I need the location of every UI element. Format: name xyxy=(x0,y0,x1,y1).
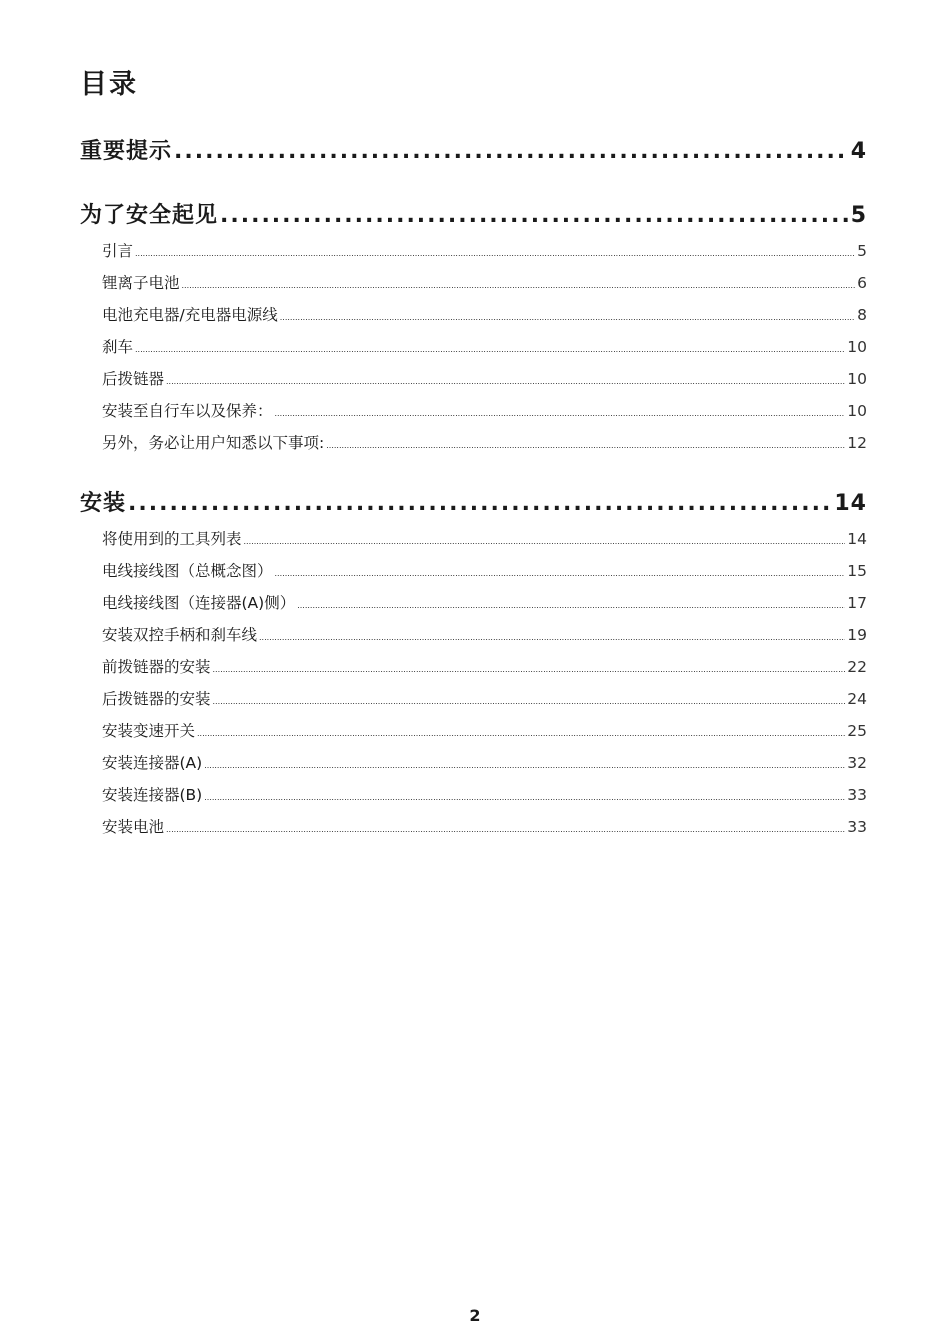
leader-dots xyxy=(135,345,845,354)
toc-item-page: 24 xyxy=(847,690,867,708)
toc-item-label: 电线接线图（连接器(A)侧） xyxy=(102,594,296,612)
toc-item-page: 15 xyxy=(847,562,867,580)
toc-item[interactable] xyxy=(102,719,867,741)
toc-item[interactable] xyxy=(102,335,867,357)
leader-dots xyxy=(297,601,845,610)
leader-dots xyxy=(174,139,849,164)
toc-item[interactable] xyxy=(102,303,867,325)
leader-dots xyxy=(280,313,855,322)
toc-item[interactable] xyxy=(102,271,867,293)
toc-item-label: 安装双控手柄和刹车线 xyxy=(102,626,258,644)
toc-item[interactable] xyxy=(102,687,867,709)
leader-dots xyxy=(326,441,845,450)
toc-section-safety[interactable] xyxy=(80,198,867,229)
toc-item-label: 后拨链器 xyxy=(102,370,165,388)
leader-dots xyxy=(166,377,845,386)
toc-section-label: 为了安全起见 xyxy=(80,203,219,228)
toc-item-page: 22 xyxy=(847,658,867,676)
toc-item[interactable] xyxy=(102,239,867,261)
toc-item-label: 安装至自行车以及保养： xyxy=(102,402,273,420)
toc-item-page: 33 xyxy=(847,818,867,836)
leader-dots xyxy=(135,249,855,258)
toc-item[interactable] xyxy=(102,559,867,581)
toc-item-page: 25 xyxy=(847,722,867,740)
toc-item-page: 14 xyxy=(847,530,867,548)
toc-item-label: 前拨链器的安装 xyxy=(102,658,211,676)
page-title: 目录 xyxy=(80,69,138,100)
toc-item-label: 安装变速开关 xyxy=(102,722,196,740)
page-number: 2 xyxy=(469,1306,481,1325)
toc-item[interactable] xyxy=(102,783,867,805)
toc-item[interactable] xyxy=(102,591,867,613)
toc-item-label: 后拨链器的安装 xyxy=(102,690,211,708)
toc-section-page: 5 xyxy=(850,203,867,228)
toc-item-page: 10 xyxy=(847,402,867,420)
leader-dots xyxy=(213,665,846,674)
toc-item[interactable] xyxy=(102,623,867,645)
leader-dots xyxy=(220,203,849,228)
toc-section-page: 14 xyxy=(834,491,867,516)
leader-dots xyxy=(275,409,846,418)
toc-item-page: 33 xyxy=(847,786,867,804)
leader-dots xyxy=(275,569,846,578)
toc-item-label: 将使用到的工具列表 xyxy=(102,530,242,548)
toc-item-label: 安装连接器(B) xyxy=(102,786,203,804)
leader-dots xyxy=(244,537,846,546)
toc-item-page: 6 xyxy=(857,274,867,292)
toc-item-label: 电线接线图（总概念图） xyxy=(102,562,273,580)
toc-item[interactable] xyxy=(102,431,867,453)
toc-section-label: 安装 xyxy=(80,491,127,516)
leader-dots xyxy=(204,793,845,802)
leader-dots xyxy=(204,761,845,770)
toc-item-label: 电池充电器/充电器电源线 xyxy=(102,306,278,324)
toc-item[interactable] xyxy=(102,367,867,389)
toc-section-important-notice[interactable] xyxy=(80,134,867,165)
toc-item[interactable] xyxy=(102,399,867,421)
toc-item[interactable] xyxy=(102,751,867,773)
leader-dots xyxy=(182,281,856,290)
toc-section-page: 4 xyxy=(850,139,867,164)
toc-item-page: 19 xyxy=(847,626,867,644)
toc-item-label: 引言 xyxy=(102,242,134,260)
toc-item-page: 10 xyxy=(847,338,867,356)
toc-item-page: 8 xyxy=(857,306,867,324)
toc-section-label: 重要提示 xyxy=(80,139,173,164)
toc-item-label: 另外，务必让用户知悉以下事项: xyxy=(102,434,325,452)
toc-item-page: 10 xyxy=(847,370,867,388)
toc-item-page: 17 xyxy=(847,594,867,612)
toc-item[interactable] xyxy=(102,815,867,837)
leader-dots xyxy=(213,697,846,706)
toc-item-label: 锂离子电池 xyxy=(102,274,180,292)
toc-item-label: 安装连接器(A) xyxy=(102,754,203,772)
leader-dots xyxy=(128,491,832,516)
toc-item-page: 12 xyxy=(847,434,867,452)
toc-item-page: 32 xyxy=(847,754,867,772)
toc-item-label: 刹车 xyxy=(102,338,134,356)
toc-item[interactable] xyxy=(102,655,867,677)
toc-item-label: 安装电池 xyxy=(102,818,165,836)
toc-section-installation[interactable] xyxy=(80,486,867,517)
leader-dots xyxy=(166,825,845,834)
toc-item[interactable] xyxy=(102,527,867,549)
leader-dots xyxy=(259,633,845,642)
toc-item-page: 5 xyxy=(857,242,867,260)
leader-dots xyxy=(197,729,845,738)
